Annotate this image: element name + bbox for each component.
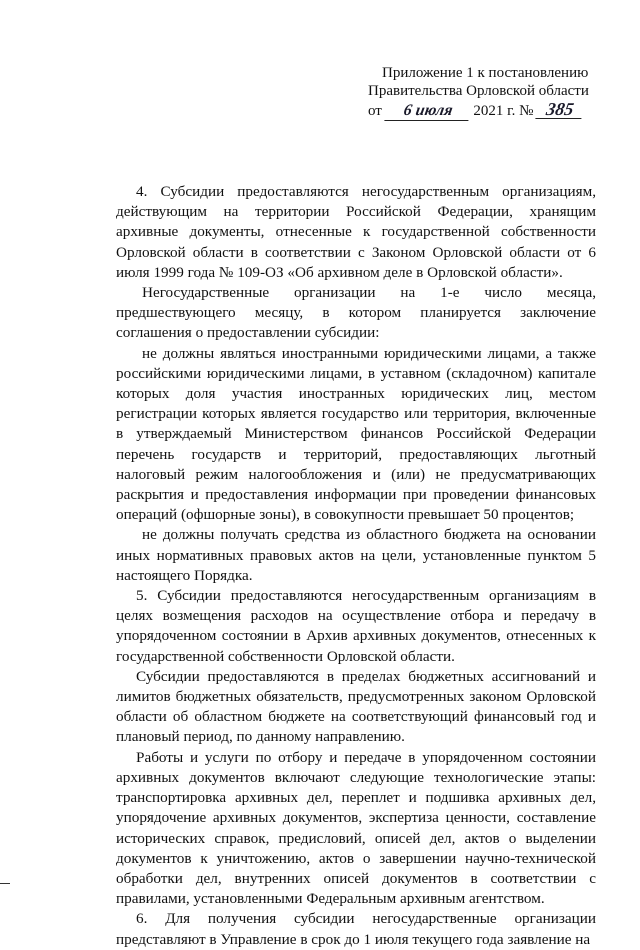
document-body	[116, 182, 596, 950]
paragraph-works-services: Работы и услуги по отбору и передаче в упорядоченном состоянии архивных документов включают следующие технологические этапы: транспортировка архивных дел, переплет и подшивка архивных дел, упорядочение архивных документов, экспертиза ценности, составление исторических справок, предисловий, описей дел, актов о выделении документов к уничтожению, актов о завершении научно-технической обработки дел, внутренних описей документов в соответствии с правилами, установленными Федеральным архивным агентством.	[116, 748, 596, 908]
paragraph-budget-limits: Субсидии предоставляются в пределах бюджетных ассигнований и лимитов бюджетных обязательств, предусмотренных законом Орловской области об областном бюджете на соответствующий финансовый год и плановый период, по данному направлению.	[116, 667, 596, 746]
handwritten-number: 385	[535, 100, 584, 119]
header-from-label: от	[368, 103, 382, 119]
header-appendix-line: Приложение 1 к постановлению	[382, 65, 589, 81]
paragraph-nongovernmental-orgs: Негосударственные организации на 1-е число месяца, предшествующего месяцу, в котором планируется заключение соглашения о предоставлении субсидии:	[116, 284, 596, 342]
header-year-number-label: 2021 г. №	[473, 103, 534, 119]
document-header	[368, 64, 598, 121]
paragraph-6-application: 6. Для получения субсидии негосударственные организации представляют в Управление в срок до 1 июля текущего года заявление на	[116, 910, 596, 948]
paragraph-not-receive-funds: не должны получать средства из областного бюджета на основании иных нормативных правовых актов на цели, установленные пунктом 5 настоящего Порядка.	[116, 526, 596, 584]
header-government-line: Правительства Орловской области	[368, 83, 589, 99]
page-edge-mark	[0, 883, 10, 884]
paragraph-4-subsidies: 4. Субсидии предоставляются негосударственным организациям, действующим на территории Российской Федерации, хранящим архивные документы, отнесенные к государственной собственности Орловской области в соответствии с Законом Орловской области от 6 июля 1999 года № 109-ОЗ «Об архивном деле в Орловской области».	[116, 183, 596, 281]
header-date-number-line	[368, 100, 598, 121]
paragraph-not-foreign-entities: не должны являться иностранными юридическими лицами, а также российскими юридическими лицами, в уставном (складочном) капитале которых доля участия иностранных юридических лиц, местом регистрации которых является государство или территория, включенные в утверждаемый Министерством финансов Российской Федерации перечень государств и территорий, предоставляющих льготный налоговый режим налогообложения и (или) не предусматривающих раскрытия и предоставления информации при проведении финансовых операций (офшорные зоны), в совокупности превышает 50 процентов;	[116, 344, 596, 524]
paragraph-5-subsidies: 5. Субсидии предоставляются негосударственным организациям в целях возмещения расходов на осуществление отбора и передачу в упорядоченном состоянии в Архив архивных документов, отнесенных к государственной собственности Орловской области.	[116, 587, 596, 665]
handwritten-date: 6 июля	[384, 102, 471, 121]
